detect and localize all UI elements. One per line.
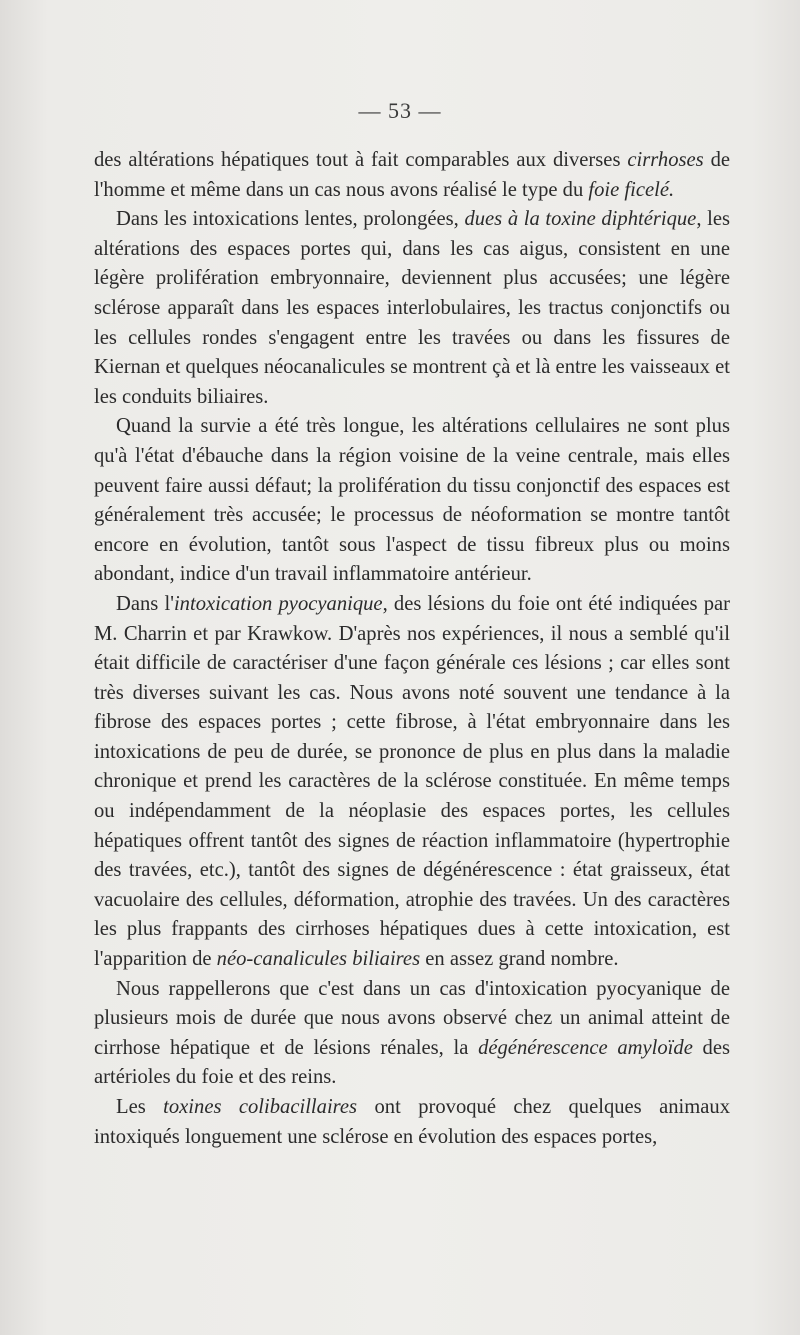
page-number: — 53 — xyxy=(358,98,442,123)
text-run: en assez grand nombre. xyxy=(420,948,619,971)
paragraph-5 xyxy=(94,975,730,1093)
italic-run: foie ficelé. xyxy=(588,178,675,201)
italic-run: dues à la toxine diphtérique xyxy=(464,208,697,231)
text-run: des artérioles du foie et des reins. xyxy=(94,1036,730,1089)
paragraph-4 xyxy=(94,590,730,975)
text-run: des altérations hépatiques tout à fait comparables aux diverses xyxy=(94,149,628,171)
text-run: Dans les intoxications lentes, prolongées, xyxy=(116,208,465,231)
text-run: Les xyxy=(116,1096,164,1118)
text-run: , des lésions du foie ont été indiquées par M. Charrin et par Krawkow. D'après nos expériences, il nous a semblé qu'il était difficile de caractériser d'une façon générale ces lésions ; car elles sont très diverses suivant les cas. Nous avons noté souvent une tendance à la fibrose des espaces portes ; cette fibrose, à l'état embryonnaire dans les intoxications de peu de durée, se prononce de plus en plus dans la maladie chronique et prend les caractères de la sclérose constituée. En même temps ou indépendamment de la néoplasie des espaces portes, les cellules hépatiques offrent tantôt des signes de réaction inflammatoire (hypertrophie des travées, etc.), tantôt des signes de dégénérescence : état graisseux, état vacuolaire des cellules, déformation, atrophie des travées. Un des caractères les plus frappants des cirrhoses hépatiques dues à cette intoxication, est l'apparition de xyxy=(94,592,730,971)
paragraph-3 xyxy=(94,412,730,590)
text-run: Nous rappellerons que c'est dans un cas d'intoxication pyocyanique de plusieurs mois de durée que nous avons observé chez un animal atteint de cirrhose hépatique et de lésions rénales, la xyxy=(94,977,730,1059)
paragraph-2 xyxy=(94,205,730,412)
text-run: Quand la survie a été très longue, les altérations cellulaires ne sont plus qu'à l'état d'ébauche dans la région voisine de la veine centrale, mais elles peuvent faire aussi défaut; la prolifération du tissu conjonctif des espaces est généralement très accusée; le processus de néoformation se montre tantôt encore en évolution, tantôt sous l'aspect de tissu fibreux plus ou moins abondant, indice d'un travail inflammatoire antérieur. xyxy=(94,415,730,586)
italic-run: cirrhoses xyxy=(627,149,704,171)
text-run: , les altérations des espaces portes qui, dans les cas aigus, consistent en une légère prolifération embryonnaire, deviennent plus accusées; une légère sclérose apparaît dans les espaces interlobulaires, les tractus conjonctifs ou les cellules rondes s'engagent entre les travées ou dans les fissures de Kiernan et quelques néocanalicules se montrent çà et là entre les vaisseaux et les conduits biliaires. xyxy=(94,208,730,408)
italic-run: toxines colibacillaires xyxy=(163,1096,358,1118)
body-text xyxy=(94,146,730,1152)
text-run: Dans l' xyxy=(116,592,174,615)
text-run: de l'homme et même dans un cas nous avons réalisé le type du xyxy=(94,149,731,201)
paragraph-6 xyxy=(94,1093,730,1152)
italic-run: intoxication pyocyanique xyxy=(173,592,383,615)
paragraph-1 xyxy=(94,146,730,205)
text-run: ont provoqué chez quelques animaux intoxiqués longuement une sclérose en évolution des espaces portes, xyxy=(94,1096,730,1148)
italic-run: néo-canalicules biliaires xyxy=(216,948,421,971)
italic-run: dégénérescence amyloïde xyxy=(478,1036,693,1059)
